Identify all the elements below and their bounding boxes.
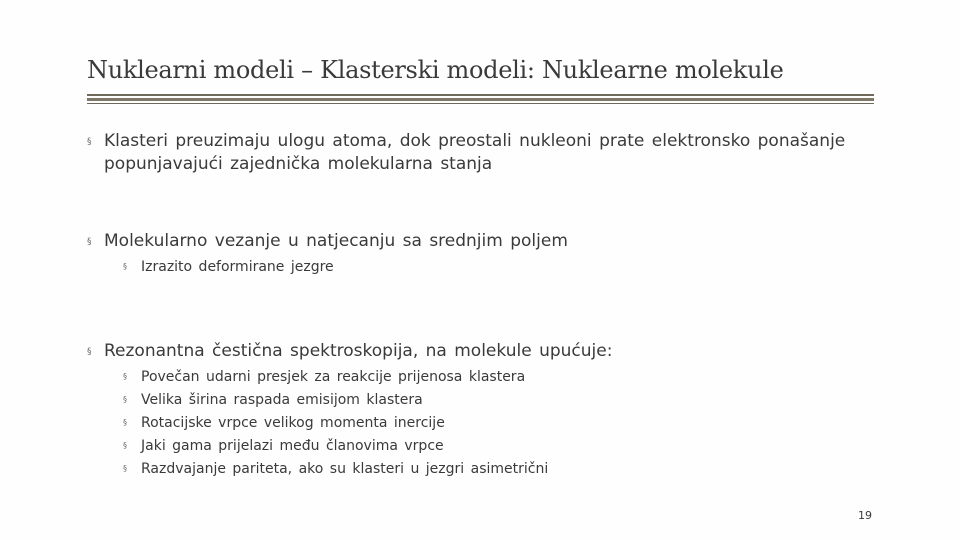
bullet-item <box>87 230 847 253</box>
page-number: 19 <box>858 509 872 522</box>
sub-bullet-text: Razdvajanje pariteta, ako su klasteri u jezgri asimetrični <box>141 461 549 477</box>
title-underline <box>87 98 874 101</box>
bullet-marker-icon: § <box>87 347 92 357</box>
sub-bullet-text: Velika širina raspada emisijom klastera <box>141 392 423 408</box>
sub-bullet-item <box>123 411 445 435</box>
title-underline <box>87 103 874 104</box>
bullet-marker-icon: § <box>87 237 92 247</box>
bullet-text: Molekularno vezanje u natjecanju sa srednjim poljem <box>104 231 568 251</box>
title-underline <box>87 94 874 96</box>
bullet-item <box>87 130 847 176</box>
bullet-item <box>87 340 847 363</box>
bullet-marker-icon: § <box>87 137 92 147</box>
bullet-text: Rezonantna čestična spektroskopija, na molekule upućuje: <box>104 341 613 361</box>
bullet-marker-icon: § <box>123 395 127 404</box>
bullet-marker-icon: § <box>123 441 127 450</box>
sub-bullet-text: Izrazito deformirane jezgre <box>141 259 334 275</box>
sub-bullet-item <box>123 365 525 389</box>
sub-bullet-item <box>123 388 423 412</box>
sub-bullet-item <box>123 434 444 458</box>
bullet-marker-icon: § <box>123 372 127 381</box>
sub-bullet-text: Povečan udarni presjek za reakcije prijenosa klastera <box>141 369 526 385</box>
sub-bullet-text: Rotacijske vrpce velikog momenta inercije <box>141 415 445 431</box>
bullet-marker-icon: § <box>123 262 127 271</box>
sub-bullet-item <box>123 457 548 481</box>
bullet-marker-icon: § <box>123 464 127 473</box>
bullet-text: Klasteri preuzimaju ulogu atoma, dok preostali nukleoni prate elektronsko ponašanje popunjavajući zajednička molekularna stanja <box>104 131 846 174</box>
slide-title: Nuklearni modeli – Klasterski modeli: Nuklearne molekule <box>87 56 784 84</box>
sub-bullet-text: Jaki gama prijelazi među članovima vrpce <box>141 438 444 454</box>
sub-bullet-item <box>123 255 334 279</box>
bullet-marker-icon: § <box>123 418 127 427</box>
